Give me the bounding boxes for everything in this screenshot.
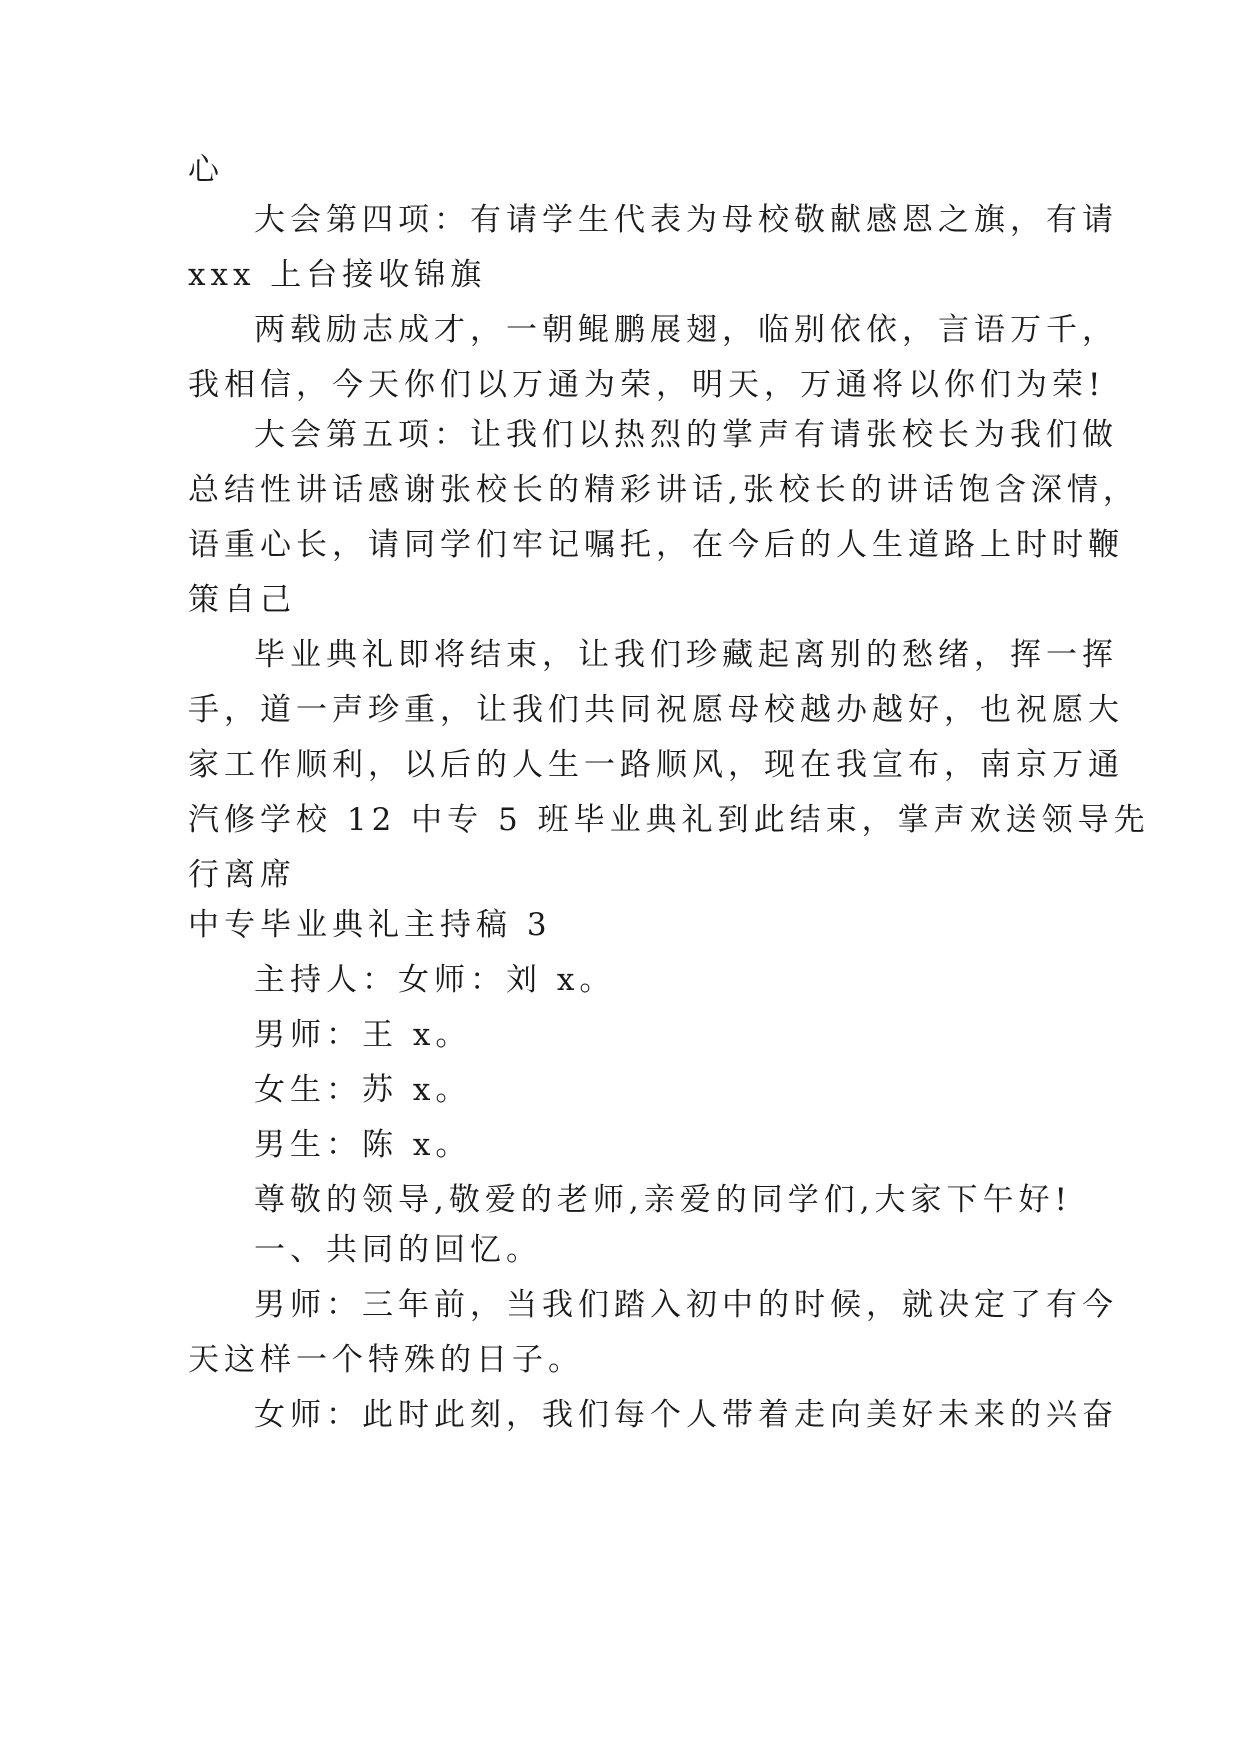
paragraph-line: 主持人：女师：刘 x。 — [254, 962, 616, 998]
text-line: 家工作顺利，以后的人生一路顺风，现在我宣布，南京万通 — [188, 747, 1124, 783]
paragraph-line: 女生：苏 x。 — [254, 1072, 472, 1108]
paragraph-line: 男师：三年前，当我们踏入初中的时候，就决定了有今 — [254, 1287, 1118, 1323]
text-line: xxx 上台接收锦旗 — [188, 257, 487, 293]
text-line: 总结性讲话感谢张校长的精彩讲话,张校长的讲话饱含深情， — [188, 472, 1139, 508]
text-line: 天这样一个特殊的日子。 — [188, 1342, 584, 1378]
text-line: 手，道一声珍重，让我们共同祝愿母校越办越好，也祝愿大 — [188, 692, 1124, 728]
paragraph-line: 女师：此时此刻，我们每个人带着走向美好未来的兴奋 — [254, 1397, 1118, 1433]
paragraph-line: 两载励志成才，一朝鲲鹏展翅，临别依依，言语万千， — [254, 312, 1118, 348]
paragraph-line: 毕业典礼即将结束，让我们珍藏起离别的愁绪，挥一挥 — [254, 637, 1118, 673]
section-heading: 中专毕业典礼主持稿 3 — [188, 907, 552, 943]
paragraph-line: 大会第五项：让我们以热烈的掌声有请张校长为我们做 — [254, 417, 1118, 453]
paragraph-line: 尊敬的领导,敬爱的老师,亲爱的同学们,大家下午好! — [254, 1182, 1073, 1218]
paragraph-line: 男生：陈 x。 — [254, 1127, 472, 1163]
text-line: 语重心长，请同学们牢记嘱托，在今后的人生道路上时时鞭 — [188, 527, 1124, 563]
text-line: 行离席 — [188, 857, 296, 893]
paragraph-line: 大会第四项：有请学生代表为母校敬献感恩之旗，有请 — [254, 202, 1118, 238]
text-line: 策自己 — [188, 582, 296, 618]
text-line: 心 — [188, 152, 224, 188]
text-line: 我相信，今天你们以万通为荣，明天，万通将以你们为荣! — [188, 367, 1106, 403]
paragraph-line: 一、共同的回忆。 — [254, 1232, 542, 1268]
paragraph-line: 男师：王 x。 — [254, 1017, 472, 1053]
text-line: 汽修学校 12 中专 5 班毕业典礼到此结束，掌声欢送领导先 — [188, 802, 1150, 838]
